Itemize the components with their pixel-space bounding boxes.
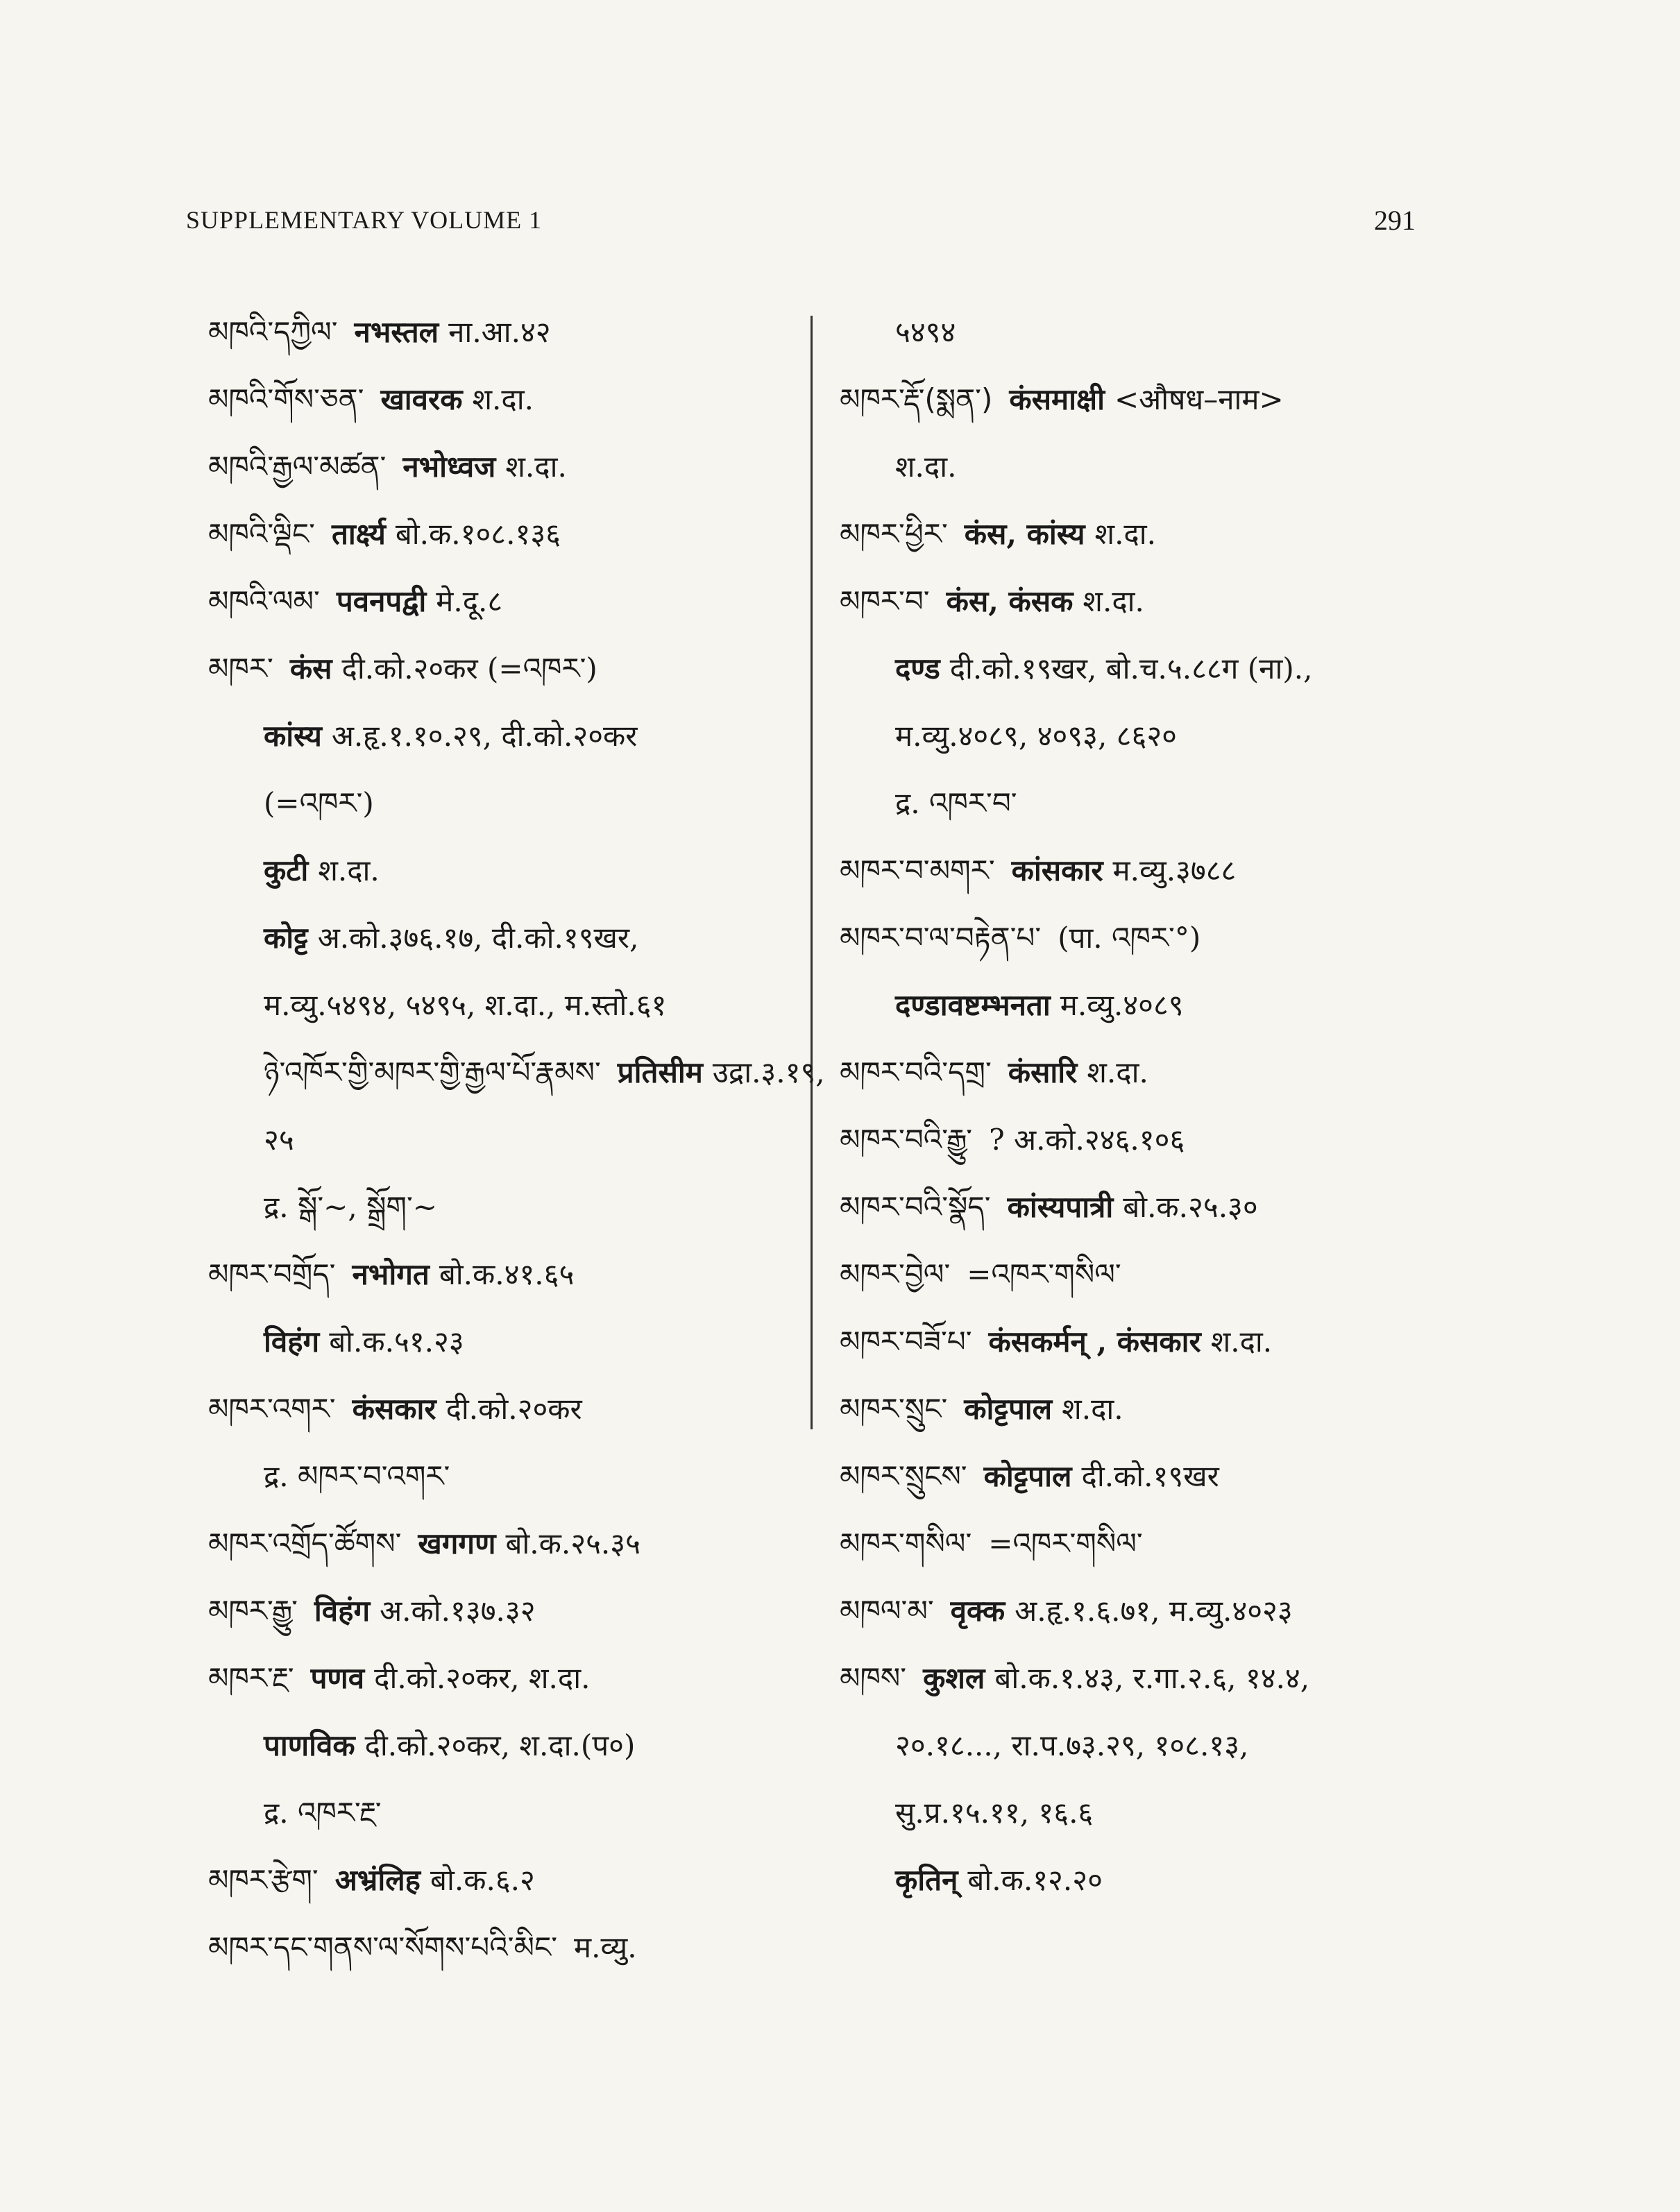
tibetan-term: མཁའི་རྒྱལ་མཚན་ (208, 450, 387, 484)
tibetan-term: མཁར་བགྲོད་ (208, 1257, 336, 1291)
dictionary-line (840, 1712, 1464, 1779)
tibetan-term: མཁར་གསིལ་ (840, 1526, 972, 1560)
dictionary-line (208, 1577, 805, 1644)
dictionary-line (208, 568, 805, 635)
reference-text: म.व्यु. (574, 1930, 637, 1964)
dictionary-line (840, 1779, 1464, 1846)
tibetan-term: མཁར་རྔ་ (208, 1661, 294, 1695)
tibetan-term: མཁར་བ་ (840, 584, 930, 618)
reference-text: अ.हृ.१.६.७१, म.व्यु.४०२३ (1015, 1594, 1293, 1628)
reference-text: सु.प्र.१५.११, १६.६ (895, 1796, 1094, 1830)
dictionary-line (840, 568, 1464, 635)
reference-text: बो.क.२५.३० (1123, 1190, 1258, 1224)
dictionary-line (208, 1443, 805, 1510)
reference-text: अ.हृ.१.१०.२९, दी.को.२०कर (331, 719, 638, 753)
tibetan-term: མཁར་བ་ལ་བརྟེན་པ་ (840, 921, 1042, 955)
sanskrit-headword: नभस्तल (354, 315, 439, 349)
dictionary-line (208, 1173, 805, 1241)
column-divider (811, 316, 813, 1429)
dictionary-line (208, 1241, 805, 1308)
dictionary-line (208, 1644, 805, 1712)
reference-text: बो.क.१०८.१३६ (395, 517, 561, 551)
sanskrit-headword: अभ्रंलिह (334, 1863, 421, 1897)
dictionary-line (208, 500, 805, 568)
reference-text: दी.को.१९खर, बो.च.५.८८ग (ना)., (949, 652, 1313, 686)
sanskrit-headword: कांस्यपात्री (1007, 1190, 1114, 1224)
tibetan-term: མཁར་བའི་སྣོད་ (840, 1190, 991, 1224)
tibetan-term: མཁར་བྱེལ་ (840, 1257, 951, 1291)
dictionary-line (840, 971, 1464, 1039)
reference-text: दी.को.२०कर (446, 1392, 582, 1426)
tibetan-term: མཁར་འགར་ (208, 1392, 336, 1426)
tibetan-term: མཁར་ (208, 652, 273, 686)
reference-text: बो.क.५१.२३ (329, 1325, 464, 1359)
reference-text: =འཁར་གསིལ་ (967, 1257, 1121, 1291)
sanskrit-headword: खगगण (418, 1526, 496, 1560)
sanskrit-headword: पणव (310, 1661, 365, 1695)
reference-text: २५ (264, 1123, 294, 1157)
dictionary-line (208, 1106, 805, 1173)
dictionary-line (208, 769, 805, 837)
sanskrit-headword: वृक्क (950, 1594, 1006, 1628)
sanskrit-headword: कांस्य (264, 719, 322, 753)
sanskrit-headword: दण्डावष्टम्भनता (895, 988, 1051, 1022)
tibetan-term: མཁས་ (840, 1661, 907, 1695)
reference-text: दी.को.२०कर, श.दा. (374, 1661, 591, 1695)
right-column (840, 298, 1464, 1914)
reference-text: श.दा. (895, 450, 957, 484)
reference-text: श.दा. (1087, 1055, 1148, 1089)
dictionary-line (840, 1510, 1464, 1577)
dictionary-line (840, 1241, 1464, 1308)
reference-text: (पा. འཁར་°) (1058, 921, 1201, 955)
reference-text: श.दा. (1062, 1392, 1123, 1426)
reference-text: ? अ.को.२४६.१०६ (989, 1123, 1185, 1157)
reference-text: =འཁར་གསིལ་ (988, 1526, 1143, 1560)
tibetan-term: མཁར་རྒྱུ་ (208, 1594, 298, 1628)
dictionary-line (840, 1173, 1464, 1241)
dictionary-line (840, 298, 1464, 366)
dictionary-line (208, 1779, 805, 1846)
reference-text: बो.क.१.४३, र.गा.२.६, १४.४, (994, 1661, 1310, 1695)
dictionary-line (208, 1039, 825, 1106)
reference-text: ५४९४ (895, 315, 956, 349)
dictionary-line (840, 433, 1464, 500)
reference-text: द्र. འཁར་རྔ་ (264, 1796, 382, 1830)
dictionary-line (208, 971, 805, 1039)
sanskrit-headword: खावरक (380, 382, 463, 416)
tibetan-term: མཁའི་ལམ་ (208, 584, 320, 618)
sanskrit-headword: कोट्टपाल (964, 1392, 1053, 1426)
reference-text: श.दा. (1083, 584, 1144, 618)
dictionary-line (840, 366, 1464, 433)
sanskrit-headword: कुशल (923, 1661, 985, 1695)
dictionary-line (840, 702, 1464, 769)
reference-text: बो.क.४१.६५ (439, 1257, 575, 1291)
dictionary-line (840, 904, 1464, 971)
tibetan-term: མཁར་བཟོ་པ་ (840, 1325, 972, 1359)
dictionary-line (840, 500, 1464, 568)
dictionary-line (840, 1375, 1464, 1443)
reference-text: <औषध–नाम> (1114, 382, 1284, 416)
reference-text: दी.को.१९खर (1081, 1459, 1219, 1493)
sanskrit-headword: कंस, कंसक (946, 584, 1074, 618)
dictionary-line (208, 1846, 805, 1914)
dictionary-line (840, 769, 1464, 837)
dictionary-line (840, 1846, 1464, 1914)
sanskrit-headword: नभोगत (352, 1257, 430, 1291)
tibetan-term: མཁར་བའི་རྒྱུ་ (840, 1123, 973, 1157)
sanskrit-headword: कंस (289, 652, 332, 686)
sanskrit-headword: विहंग (314, 1594, 371, 1628)
reference-text: (=འཁར་) (264, 786, 374, 820)
dictionary-line (208, 433, 805, 500)
left-column (208, 298, 825, 1981)
reference-text: उद्रा.३.१९, (712, 1055, 825, 1089)
sanskrit-headword: कंसकर्मन् , कंसकार (988, 1325, 1201, 1359)
sanskrit-headword: नभोध्वज (402, 450, 496, 484)
reference-text: श.दा. (1094, 517, 1156, 551)
tibetan-term: མཁར་ཕྱིར་ (840, 517, 948, 551)
sanskrit-headword: कुटी (264, 853, 309, 887)
dictionary-line (208, 1510, 805, 1577)
reference-text: बो.क.६.२ (430, 1863, 535, 1897)
tibetan-term: མཁའི་དཀྱིལ་ (208, 315, 338, 349)
dictionary-line (840, 1443, 1464, 1510)
reference-text: श.दा. (472, 382, 534, 416)
sanskrit-headword: प्रतिसीम (617, 1055, 703, 1089)
dictionary-line (208, 366, 805, 433)
dictionary-line (840, 1644, 1464, 1712)
sanskrit-headword: कंस, कांस्य (964, 517, 1085, 551)
sanskrit-headword: कंसकार (352, 1392, 436, 1426)
dictionary-line (840, 1308, 1464, 1375)
dictionary-line (208, 1375, 805, 1443)
dictionary-line (208, 1914, 805, 1981)
tibetan-term: མཁར་རྩེག་ (208, 1863, 319, 1897)
dictionary-line (840, 837, 1464, 904)
reference-text: बो.क.१२.२० (967, 1863, 1103, 1897)
dictionary-line (208, 837, 805, 904)
tibetan-term: མཁར་འགྲོད་ཚོགས་ (208, 1526, 402, 1560)
tibetan-term: ཉེ་འཁོར་གྱི་མཁར་གྱི་རྒྱལ་པོ་རྣམས་ (264, 1055, 601, 1089)
dictionary-line (840, 1577, 1464, 1644)
reference-text: अ.को.१३७.३२ (380, 1594, 536, 1628)
reference-text: म.व्यु.५४९४, ५४९५, श.दा., म.स्तो.६१ (264, 988, 667, 1022)
reference-text: २०.१८..., रा.प.७३.२९, १०८.१३, (895, 1728, 1249, 1762)
dictionary-line (208, 1308, 805, 1375)
dictionary-line (208, 635, 805, 702)
tibetan-term: མཁར་བ་མགར་ (840, 853, 995, 887)
tibetan-term: མཁལ་མ་ (840, 1594, 934, 1628)
reference-text: द्र. སྒོ་~, སྒྲོག་~ (264, 1190, 437, 1224)
sanskrit-headword: पवनपद्वी (336, 584, 427, 618)
dictionary-line (208, 702, 805, 769)
reference-text: बो.क.२५.३५ (505, 1526, 640, 1560)
reference-text: श.दा. (505, 450, 567, 484)
sanskrit-headword: कोट्ट (264, 921, 308, 955)
dictionary-line (840, 1106, 1464, 1173)
reference-text: म.व्यु.३७८८ (1112, 853, 1237, 887)
tibetan-term: མཁའི་གོས་ཅན་ (208, 382, 364, 416)
reference-text: म.व्यु.४०८९ (1060, 988, 1184, 1022)
dictionary-line (840, 1039, 1464, 1106)
sanskrit-headword: तार्क्ष्य (331, 517, 386, 551)
sanskrit-headword: कांसकार (1011, 853, 1103, 887)
tibetan-term: མཁར་སྲུང་ (840, 1392, 948, 1426)
reference-text: दी.को.२०कर (=འཁར་) (341, 652, 597, 686)
reference-text: म.व्यु.४०८९, ४०९३, ८६२० (895, 719, 1178, 753)
page-number: 291 (1374, 205, 1416, 236)
sanskrit-headword: कंसमाक्षी (1009, 382, 1105, 416)
reference-text: द्र. མཁར་བ་འགར་ (264, 1459, 450, 1493)
sanskrit-headword: कृतिन् (895, 1863, 958, 1897)
sanskrit-headword: कोट्टपाल (983, 1459, 1072, 1493)
sanskrit-headword: पाणविक (264, 1728, 355, 1762)
dictionary-line (208, 1712, 805, 1779)
reference-text: श.दा. (318, 853, 380, 887)
tibetan-term: མཁར་བའི་དགྲ་ (840, 1055, 992, 1089)
sanskrit-headword: विहंग (264, 1325, 320, 1359)
sanskrit-headword: कंसारि (1008, 1055, 1078, 1089)
dictionary-line (840, 635, 1464, 702)
reference-text: श.दा. (1210, 1325, 1273, 1359)
tibetan-term: མཁར་སྲུངས་ (840, 1459, 967, 1493)
tibetan-term: མཁའི་ལྡིང་ (208, 517, 315, 551)
reference-text: ना.आ.४२ (448, 315, 551, 349)
tibetan-term: མཁར་རྡོ་(སྨན་) (840, 382, 993, 416)
dictionary-line (208, 298, 805, 366)
reference-text: अ.को.३७६.१७, दी.को.१९खर, (317, 921, 639, 955)
reference-text: मे.दू.८ (436, 584, 503, 618)
tibetan-term: མཁར་དང་གནས་ལ་སོགས་པའི་མིང་ (208, 1930, 558, 1964)
reference-text: द्र. འཁར་བ་ (895, 786, 1017, 820)
reference-text: दी.को.२०कर, श.दा.(प०) (364, 1728, 636, 1762)
sanskrit-headword: दण्ड (895, 652, 940, 686)
running-header: SUPPLEMENTARY VOLUME 1 (186, 206, 543, 234)
dictionary-line (208, 904, 805, 971)
